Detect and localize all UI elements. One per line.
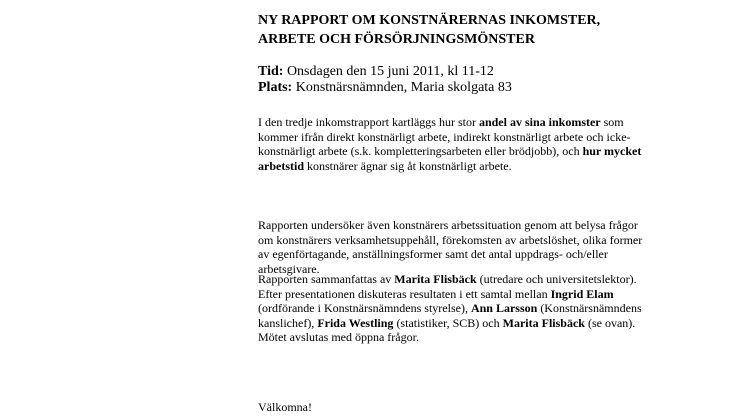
p1-text-2: som kommer ifrån direkt konstnärligt arbete, indirekt konstnärligt arbete och icke-konstnärligt arbete (s.k. kompletteringsarbeten eller brödjobb), och (258, 115, 631, 159)
p3-text-5: (statistiker, SCB) och (393, 315, 503, 330)
place-label: Plats: (258, 80, 293, 95)
title-line-1: NY RAPPORT OM KONSTNÄRERNAS INKOMSTER, (258, 13, 601, 28)
p1-text-1: I den tredje inkomstrapport kartläggs hur stor (258, 115, 479, 129)
speaker-name: Frida Westling (317, 315, 394, 330)
closing-greeting (258, 400, 648, 415)
paragraph-working-situation (258, 218, 648, 276)
event-time (258, 64, 512, 80)
paragraph-intro (258, 115, 648, 173)
title-line-2: ARBETE OCH FÖRSÖRJNINGSMÖNSTER (258, 32, 535, 47)
speaker-name: Ann Larsson (470, 301, 538, 316)
time-value: Onsdagen den 15 juni 2011, kl 11-12 (283, 64, 494, 79)
speaker-name: Ingrid Elam (550, 286, 614, 301)
p2-text: Rapporten undersöker även konstnärers arbetssituation genom att belysa frågor om konstnärers verksamhetsuppehåll, förekomsten av arbetslöshet, olika former av egenförtagande, anställningsformer samt det antal uppdrags- och/eller arbetsgivare. (258, 218, 643, 276)
speaker-name: Marita Flisbäck (394, 272, 477, 286)
p1-text-3: konstnärer ägnar sig åt konstnärligt arbete. (304, 158, 512, 173)
place-value: Konstnärsnämnden, Maria skolgata 83 (292, 80, 512, 95)
p3-text-1: Rapporten sammanfattas av (258, 272, 395, 286)
p3-text-4: (Konstnärsnämndens kanslichef), (258, 301, 642, 330)
closing-text: Välkomna! (258, 400, 312, 414)
event-place (258, 80, 512, 96)
speaker-name: Marita Flisbäck (502, 315, 585, 330)
p1-bold-2: hur mycket arbetstid (258, 144, 642, 173)
p3-text-2: (utredare och universitetslektor). Efter presentationen diskuteras resultaten i ett samtal mellan (258, 272, 637, 301)
p3-text-6: (se ovan). Mötet avslutas med öppna frågor. (258, 315, 636, 345)
p1-bold-1: andel av sina inkomster (478, 115, 601, 129)
p3-text-3: (ordförande i Konstnärsnämndens styrelse), (258, 301, 471, 316)
event-details (258, 64, 512, 96)
document-title (258, 11, 678, 49)
time-label: Tid: (258, 64, 284, 79)
paragraph-speakers (258, 272, 648, 345)
